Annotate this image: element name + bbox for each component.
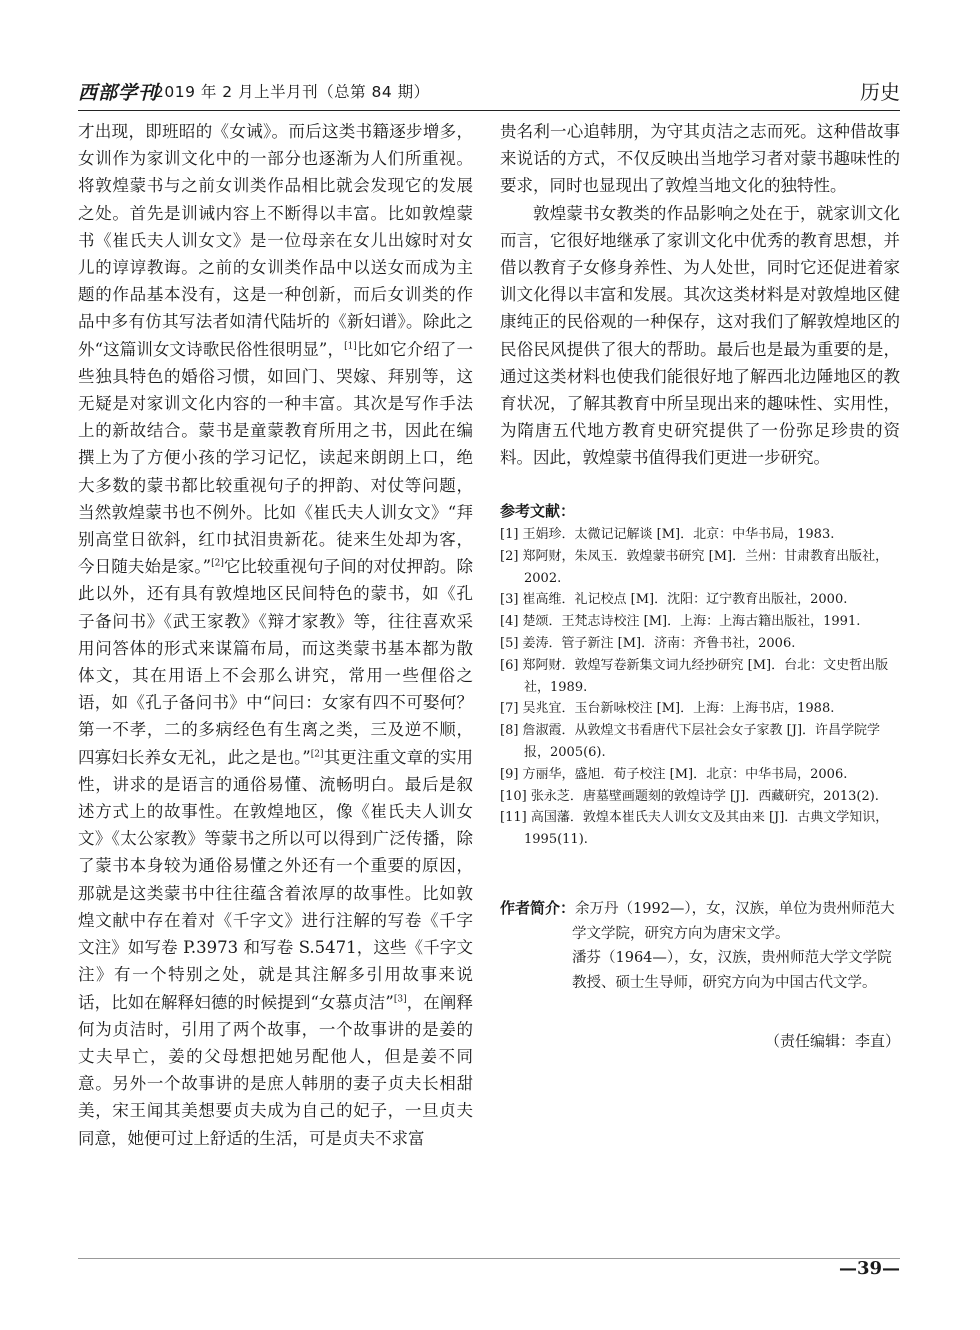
paragraph-text: ，在阐释何为贞洁时，引用了两个故事，一个故事讲的是姜的丈夫早亡，姜的父母想把她另配他人，但是姜不同意。另外一个故事讲的是庶人韩朋的妻子贞夫长相甜美，宋王闻其美想要贞夫成为自己的妃子，一旦贞夫同意，她便可过上舒适的生活，可是贞夫不求富 (78, 992, 474, 1148)
left-column (78, 118, 473, 1152)
reference-item: [8] 詹淑霞．从敦煌文书看唐代下层社会女子家教 [J]．许昌学院学报，2005(6). (500, 723, 881, 760)
author-entry: 潘芬（1964—），女，汉族，贵州师范大学文学院教授、硕士生导师，研究方向为中国古代文学。 (572, 950, 892, 991)
reference-item: [6] 郑阿财．敦煌写卷新集文词九经抄研究 [M]．台北：文史哲出版社，1989. (500, 657, 889, 695)
reference-item: [11] 高国藩．敦煌本崔氏夫人训女文及其由来 [J]．古典文学知识，1995(11). (500, 810, 889, 848)
paragraph-text: 它比较重视句子间的对仗押韵。除此以外，还有具有敦煌地区民间特色的蒙书，如《孔子备问书》《武王家教》《辩才家教》等，往往喜欢采用问答体的形式来谋篇布局，而这类蒙书基本都为散体文，其在用语上不会那么讲究，常用一些俚俗之语，如《孔子备问书》中“问曰：女家有四不可娶何？第一不孝，二的多病经色有生离之类，三及逆不顺，四寡妇长养女无礼，此之是也。” (78, 557, 473, 767)
reference-item: [3] 崔高维．礼记校点 [M]．沈阳：辽宁教育出版社，2000. (500, 592, 848, 608)
page-header (78, 72, 900, 108)
citation-marker: [2] (310, 749, 324, 760)
right-column (500, 118, 900, 472)
footer-divider (78, 1258, 900, 1259)
page-number: —39— (838, 1258, 900, 1279)
author-entry (500, 896, 900, 946)
references-list (500, 524, 900, 851)
body-paragraph: 敦煌蒙书女教类的作品影响之处在于，就家训文化而言，它很好地继承了家训文化中优秀的教育思想，并借以教育子女修身养性、为人处世，同时它还促进着家训文化得以丰富和发展。其次这类材料是对敦煌地区健康纯正的民俗观的一种保存，这对我们了解敦煌地区的民俗民风提供了很大的帮助。最后也是最为重要的是，通过这类材料也使我们能很好地了解西北边陲地区的教育状况，了解其教育中所呈现出来的趣味性、实用性，为隋唐五代地方教育史研究提供了一份弥足珍贵的资料。因此，敦煌蒙书值得我们更进一步研究。 (500, 203, 900, 468)
author-text: 余万丹（1992—），女，汉族，单位为贵州师范大学文学院，研究方向为唐宋文学。 (572, 901, 895, 942)
references-heading: 参考文献： (500, 502, 576, 520)
reference-item: [10] 张永芝．唐墓壁画题刻的敦煌诗学 [J]．西藏研究，2013(2). (500, 788, 879, 804)
citation-marker: [1] (344, 341, 357, 352)
reference-item: [9] 方丽华，盛旭．荀子校注 [M]．北京：中华书局，2006. (500, 766, 848, 782)
author-label: 作者简介： (500, 899, 576, 917)
section-label: 历史 (860, 80, 900, 104)
reference-item: [4] 楚颂．王梵志诗校注 [M]．上海：上海古籍出版社，1991. (500, 614, 861, 630)
author-info (500, 896, 900, 995)
reference-item: [7] 吴兆宜．玉台新咏校注 [M]．上海：上海书店，1988. (500, 701, 835, 717)
paragraph-text: 其更注重文章的实用性，讲求的是语言的通俗易懂、流畅明白。最后是叙述方式上的故事性。在敦煌地区，像《崔氏夫人训女文》《太公家教》等蒙书之所以可以得到广泛传播，除了蒙书本身较为通俗易懂之外还有一个重要的原因，那就是这类蒙书中往往蕴含着浓厚的故事性。比如敦煌文献中存在着对《千字文》进行注解的写卷《千字文注》如写卷 P.3973 和写卷 S.5471，这些《千字文注》有一个特别之处，就是其注解多引用故事来说话，比如在解释妇德的时候提到“女慕贞洁” (78, 747, 474, 1012)
body-paragraph (78, 118, 473, 1152)
reference-item: [2] 郑阿财，朱凤玉．敦煌蒙书研究 [M]．兰州：甘肃教育出版社，2002. (500, 548, 889, 586)
issue-info: 2019 年 2 月上半月刊（总第 84 期） (154, 83, 430, 101)
body-paragraph: 贵名利一心追韩朋，为守其贞洁之志而死。这种借故事来说话的方式，不仅反映出当地学习者对蒙书趣味性的要求，同时也显现出了敦煌当地文化的独特性。 (500, 122, 900, 196)
paragraph-text: 才出现，即班昭的《女诫》。而后这类书籍逐步增多，女训作为家训文化中的一部分也逐渐为人们所重视。将敦煌蒙书与之前女训类作品相比就会发现它的发展之处。首先是训诫内容上不断得以丰富。比如敦煌蒙书《崔氏夫人训女文》是一位母亲在女儿出嫁时对女儿的谆谆教诲。之前的女训类作品中以送女而成为主题的作品基本没有，这是一种创新，而后女训类的作品中多有仿其写法者如清代陆圻的《新妇谱》。除此之外“这篇训女文诗歌民俗性很明显”， (78, 122, 473, 359)
paragraph-text: 比如它介绍了一些独具特色的婚俗习惯，如回门、哭嫁、拜别等，这无疑是对家训文化内容的一种丰富。其次是写作手法上的新故结合。蒙书是童蒙教育所用之书，因此在编撰上为了方便小孩的学习记忆，读起来朗朗上口，绝大多数的蒙书都比较重视句子的押韵、对仗等问题，当然敦煌蒙书也不例外。比如《崔氏夫人训女文》“拜别高堂日欲斜，红巾拭泪贵新花。徒来生处却为客，今日随夫始是家。” (78, 339, 474, 577)
header-divider (78, 110, 900, 111)
citation-marker: [3] (393, 994, 407, 1004)
reference-item: [5] 姜涛．管子新注 [M]．济南：齐鲁书社，2006. (500, 635, 796, 651)
reference-item: [1] 王娟珍．太微记记解谈 [M]．北京：中华书局，1983. (500, 527, 835, 542)
editor-note: （责任编辑：李直） (764, 1032, 900, 1050)
citation-marker: [2] (211, 558, 224, 569)
journal-name: 西部学刊 (78, 82, 159, 104)
